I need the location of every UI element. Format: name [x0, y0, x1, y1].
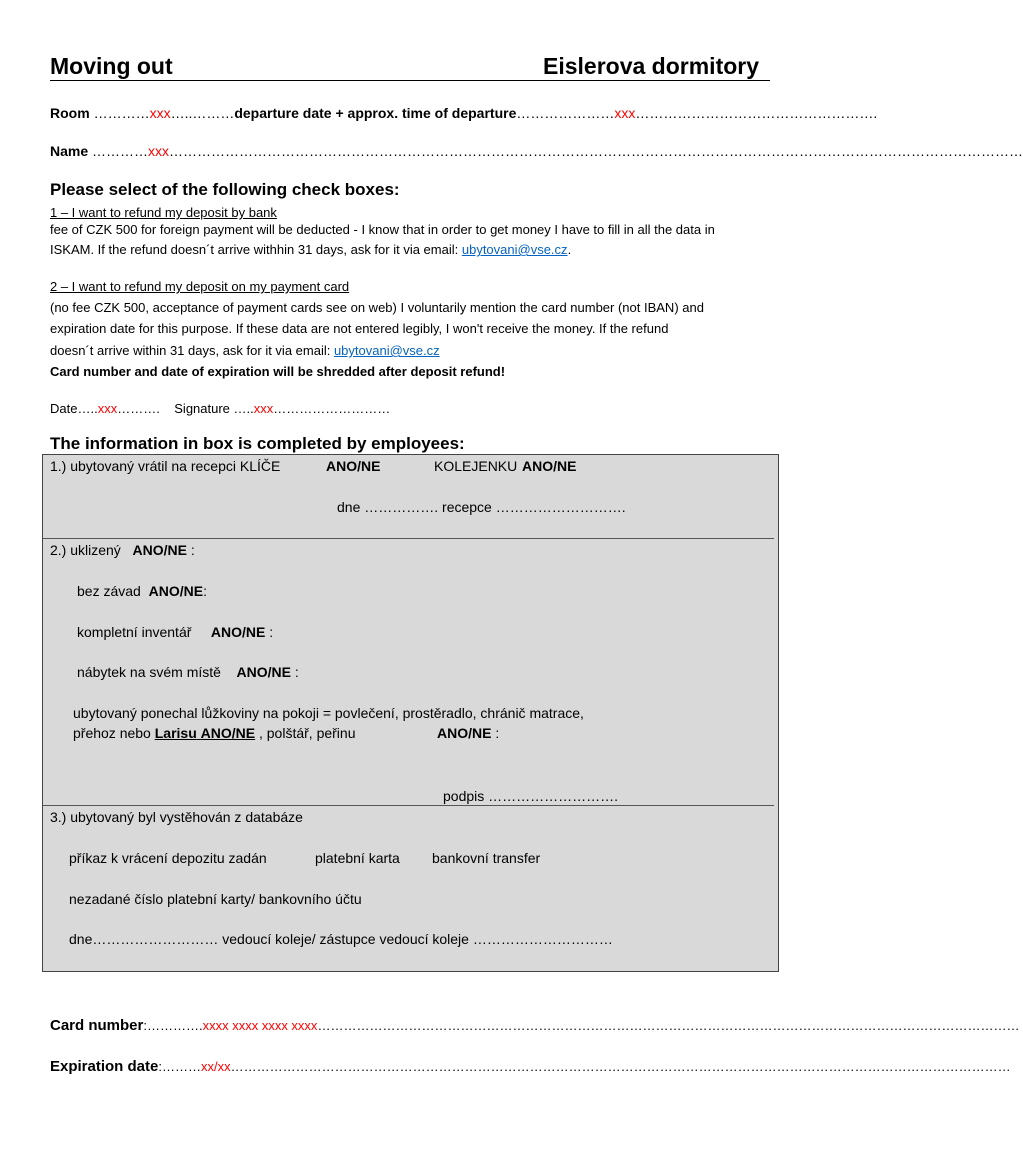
larisu-ano[interactable]: ANO/NE — [200, 725, 256, 741]
dne-vedouci: dne……………………… vedoucí koleje/ zástupce vedoucí koleje ………………………… — [69, 931, 613, 947]
kompletni-row — [77, 624, 273, 640]
option1-line2 — [50, 242, 571, 257]
expiration-dots: ……………………………………………………………………………………………………………………………………………………………… — [230, 1059, 1011, 1074]
section1-kolejenka: KOLEJENKU — [434, 458, 518, 474]
option2-email-link[interactable]: ubytovani@vse.cz — [333, 343, 440, 358]
section1-keys: 1.) ubytovaný vrátil na recepci KLÍČE — [50, 458, 281, 474]
option2-note: Card number and date of expiration will be shredded after deposit refund! — [50, 364, 506, 379]
section1-kolejenka-ano[interactable]: ANO/NE — [522, 458, 577, 474]
prehoz-row — [73, 725, 355, 741]
option1-line1: fee of CZK 500 for foreign payment will be deducted - I know that in order to get money I have to fill in all the data in — [50, 222, 715, 237]
bez-zavad-colon: : — [203, 583, 207, 599]
name-dots-after: ………………………………………………………………………………………………………………………………………………………………… — [169, 143, 1023, 159]
bankovni-transfer-option[interactable]: bankovní transfer — [432, 850, 541, 866]
kompletni-colon: : — [265, 624, 274, 640]
nezadane-label: nezadané číslo platební karty/ bankovního účtu — [69, 891, 362, 907]
section1-dne-recepce: dne ……………. recepce ………………………. — [337, 499, 626, 515]
nabytek-row — [77, 664, 299, 680]
name-label: Name — [50, 143, 89, 159]
name-dots: ………… — [92, 143, 149, 159]
kompletni-ano[interactable]: ANO/NE — [210, 624, 266, 640]
date-signature-line — [50, 401, 390, 416]
box-divider-1 — [43, 538, 774, 539]
expiration-colon: :……… — [158, 1059, 201, 1074]
room-departure-line — [50, 105, 878, 121]
header-underline — [50, 80, 770, 81]
option1-email-link[interactable]: ubytovani@vse.cz — [461, 242, 568, 257]
nabytek-ano[interactable]: ANO/NE — [236, 664, 291, 680]
prikaz-label: příkaz k vrácení depozitu zadán — [69, 850, 267, 866]
name-line — [50, 143, 1023, 159]
kompletni-label: kompletní inventář — [77, 624, 192, 640]
date-value[interactable]: xxx — [97, 401, 118, 416]
card-number-line — [50, 1017, 1020, 1035]
box-divider-2 — [43, 805, 774, 806]
card-number-value[interactable]: xxxx xxxx xxxx xxxx — [202, 1018, 318, 1033]
option1-line2-text: ISKAM. If the refund doesn´t arrive withhin 31 days, ask for it via email: — [50, 242, 462, 257]
nabytek-colon: : — [290, 664, 299, 680]
option2-title[interactable]: 2 – I want to refund my deposit on my payment card — [50, 279, 350, 294]
section3-databaze: 3.) ubytovaný byl vystěhován z databáze — [50, 809, 303, 825]
bez-zavad-ano[interactable]: ANO/NE — [148, 583, 204, 599]
room-dots: ………… — [93, 105, 150, 121]
bez-zavad-label: bez závad — [77, 583, 141, 599]
room-dots-after: …..……… — [170, 105, 235, 121]
option1-line2-end: . — [567, 242, 572, 257]
luzkoviny-line1: ubytovaný ponechal lůžkoviny na pokoji = povlečení, prostěradlo, chránič matrace, — [73, 705, 584, 721]
platebni-karta-option[interactable]: platební karta — [315, 850, 400, 866]
room-label: Room — [50, 105, 90, 121]
employee-box-heading: The information in box is completed by employees: — [50, 434, 465, 453]
room-value[interactable]: xxx — [149, 105, 171, 121]
expiration-line — [50, 1058, 1011, 1076]
option2-line1: (no fee CZK 500, acceptance of payment cards see on web) I voluntarily mention the card number (not IBAN) and — [50, 300, 704, 315]
option2-line2: expiration date for this purpose. If these data are not entered legibly, I won't receive the money. If the refund — [50, 321, 669, 336]
option2-line3 — [50, 343, 440, 358]
nabytek-label: nábytek na svém místě — [77, 664, 221, 680]
expiration-label: Expiration date — [50, 1058, 159, 1075]
departure-value[interactable]: xxx — [614, 105, 636, 121]
card-number-label: Card number — [50, 1017, 144, 1034]
section1-keys-ano[interactable]: ANO/NE — [326, 458, 381, 474]
larisu-label: Larisu — [154, 725, 197, 741]
uklizeny-label: 2.) uklizený — [50, 542, 121, 558]
signature-after: ……………………… — [273, 401, 391, 416]
expiration-value[interactable]: xx/xx — [200, 1059, 231, 1074]
signature-value[interactable]: xxx — [253, 401, 274, 416]
prehoz-text: přehoz nebo — [73, 725, 155, 741]
section2-uklizeny — [50, 542, 195, 558]
departure-label: departure date + approx. time of departure — [234, 105, 517, 121]
uklizeny-ano[interactable]: ANO/NE — [132, 542, 187, 558]
card-number-dots: ……………………………………………………………………………………………………………………………………………… — [317, 1018, 1020, 1033]
signature-label: Signature ….. — [174, 401, 254, 416]
polstar-ano-row — [437, 725, 499, 741]
podpis: podpis ………………………. — [443, 788, 619, 804]
departure-dots: ………………… — [516, 105, 615, 121]
date-label: Date….. — [50, 401, 98, 416]
uklizeny-colon: : — [186, 542, 195, 558]
departure-dots-after: ……………………………………………. — [635, 105, 878, 121]
select-heading: Please select of the following check boxes: — [50, 180, 400, 199]
polstar-text: , polštář, peřinu — [255, 725, 356, 741]
option2-line3-text: doesn´t arrive within 31 days, ask for it via email: — [50, 343, 334, 358]
name-value[interactable]: xxx — [148, 143, 170, 159]
bez-zavad-row — [77, 583, 207, 599]
page-title: Moving out — [50, 53, 173, 79]
date-after: ………. — [117, 401, 160, 416]
polstar-ano[interactable]: ANO/NE — [437, 725, 492, 741]
dormitory-name: Eislerova dormitory — [543, 53, 760, 79]
card-number-colon: :…………. — [143, 1018, 203, 1033]
polstar-colon: : — [491, 725, 500, 741]
option1-title[interactable]: 1 – I want to refund my deposit by bank — [50, 205, 277, 220]
